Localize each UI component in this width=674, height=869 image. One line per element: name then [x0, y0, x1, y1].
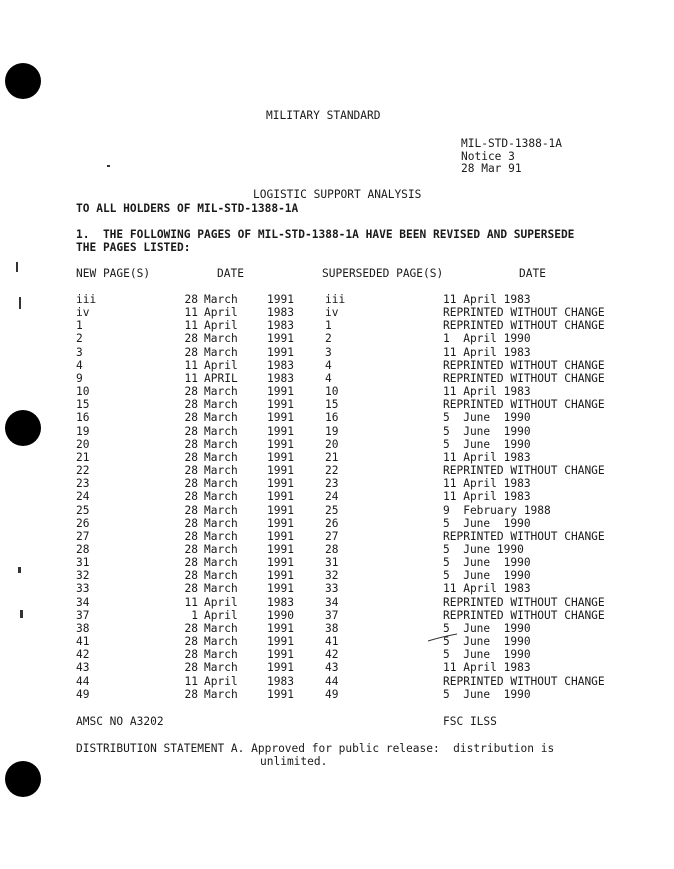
superseded-page-cell: iv: [325, 306, 339, 320]
document-subject: LOGISTIC SUPPORT ANALYSIS: [253, 188, 422, 201]
date-month-cell: March: [204, 569, 238, 583]
page-change-table: [0, 293, 674, 701]
date-month-cell: March: [204, 464, 238, 478]
date-day-cell: 11: [184, 358, 198, 372]
date-day-cell: 28: [184, 385, 198, 399]
amsc-number: AMSC NO A3202: [76, 715, 164, 728]
new-page-cell: 10: [76, 385, 90, 399]
new-page-cell: 27: [76, 529, 90, 543]
superseded-page-cell: 44: [325, 674, 339, 688]
date-year-cell: 1991: [267, 516, 294, 530]
date-year-cell: 1991: [267, 424, 294, 438]
superseded-date-cell: 5 June 1990: [443, 516, 531, 530]
document-number: MIL-STD-1388-1A: [461, 137, 563, 150]
paragraph-1-line-2: THE PAGES LISTED:: [76, 241, 191, 254]
date-year-cell: 1991: [267, 582, 294, 596]
table-row: [0, 569, 674, 582]
document-title: MILITARY STANDARD: [266, 109, 381, 122]
table-row: [0, 556, 674, 569]
superseded-date-cell: REPRINTED WITHOUT CHANGE: [443, 306, 605, 320]
date-month-cell: March: [204, 437, 238, 451]
superseded-page-cell: 2: [325, 332, 332, 346]
table-row: [0, 635, 674, 648]
date-day-cell: 28: [184, 345, 198, 359]
date-day-cell: 28: [184, 503, 198, 517]
superseded-page-cell: 33: [325, 582, 339, 596]
new-page-cell: 34: [76, 595, 90, 609]
table-row: [0, 425, 674, 438]
superseded-date-cell: 5 June 1990: [443, 411, 531, 425]
table-row: [0, 622, 674, 635]
superseded-page-cell: 16: [325, 411, 339, 425]
superseded-page-cell: 4: [325, 358, 332, 372]
new-page-cell: 22: [76, 464, 90, 478]
table-row: [0, 596, 674, 609]
date-month-cell: March: [204, 542, 238, 556]
date-day-cell: 28: [184, 621, 198, 635]
superseded-page-cell: 34: [325, 595, 339, 609]
date-year-cell: 1983: [267, 306, 294, 320]
date-day-cell: 28: [184, 648, 198, 662]
date-year-cell: 1991: [267, 529, 294, 543]
new-page-cell: 19: [76, 424, 90, 438]
date-day-cell: 28: [184, 398, 198, 412]
new-page-cell: 26: [76, 516, 90, 530]
superseded-date-cell: 1 April 1990: [443, 332, 531, 346]
table-row: [0, 582, 674, 595]
date-month-cell: March: [204, 687, 238, 701]
table-row: [0, 464, 674, 477]
superseded-date-cell: REPRINTED WITHOUT CHANGE: [443, 319, 605, 333]
date-month-cell: APRIL: [204, 371, 238, 385]
date-month-cell: March: [204, 477, 238, 491]
superseded-page-cell: 32: [325, 569, 339, 583]
date-year-cell: 1991: [267, 687, 294, 701]
date-day-cell: 28: [184, 293, 198, 306]
date-month-cell: March: [204, 345, 238, 359]
date-month-cell: March: [204, 450, 238, 464]
superseded-page-cell: 22: [325, 464, 339, 478]
superseded-page-cell: 20: [325, 437, 339, 451]
date-day-cell: 28: [184, 687, 198, 701]
superseded-date-cell: 11 April 1983: [443, 490, 531, 504]
table-row: [0, 451, 674, 464]
table-row: [0, 372, 674, 385]
date-day-cell: 11: [184, 319, 198, 333]
header-new-pages: NEW PAGE(S): [76, 267, 151, 280]
addressee-line: TO ALL HOLDERS OF MIL-STD-1388-1A: [76, 202, 299, 215]
new-page-cell: 3: [76, 345, 83, 359]
date-day-cell: 28: [184, 582, 198, 596]
date-month-cell: March: [204, 293, 238, 306]
superseded-date-cell: 11 April 1983: [443, 661, 531, 675]
superseded-date-cell: 11 April 1983: [443, 450, 531, 464]
superseded-date-cell: 5 June 1990: [443, 556, 531, 570]
header-superseded-pages: SUPERSEDED PAGE(S): [322, 267, 444, 280]
new-page-cell: 4: [76, 358, 83, 372]
table-row: [0, 332, 674, 345]
binder-hole-top: [5, 63, 41, 99]
new-page-cell: 28: [76, 542, 90, 556]
superseded-date-cell: 11 April 1983: [443, 385, 531, 399]
handwritten-mark: [427, 632, 463, 644]
date-year-cell: 1991: [267, 345, 294, 359]
superseded-date-cell: REPRINTED WITHOUT CHANGE: [443, 371, 605, 385]
superseded-date-cell: REPRINTED WITHOUT CHANGE: [443, 529, 605, 543]
superseded-page-cell: 49: [325, 687, 339, 701]
date-day-cell: 28: [184, 635, 198, 649]
date-year-cell: 1991: [267, 477, 294, 491]
superseded-date-cell: 5 June 1990: [443, 424, 531, 438]
superseded-page-cell: 1: [325, 319, 332, 333]
date-day-cell: 1: [191, 608, 198, 622]
superseded-page-cell: 42: [325, 648, 339, 662]
superseded-date-cell: REPRINTED WITHOUT CHANGE: [443, 358, 605, 372]
date-year-cell: 1991: [267, 635, 294, 649]
new-page-cell: 32: [76, 569, 90, 583]
superseded-date-cell: 5 June 1990: [443, 648, 531, 662]
superseded-page-cell: 3: [325, 345, 332, 359]
superseded-page-cell: 43: [325, 661, 339, 675]
new-page-cell: 16: [76, 411, 90, 425]
date-month-cell: March: [204, 411, 238, 425]
date-month-cell: March: [204, 661, 238, 675]
date-month-cell: March: [204, 490, 238, 504]
date-day-cell: 28: [184, 661, 198, 675]
new-page-cell: 38: [76, 621, 90, 635]
date-year-cell: 1991: [267, 450, 294, 464]
date-month-cell: March: [204, 332, 238, 346]
date-day-cell: 11: [184, 674, 198, 688]
table-row: [0, 438, 674, 451]
date-day-cell: 28: [184, 477, 198, 491]
date-month-cell: April: [204, 358, 238, 372]
superseded-date-cell: REPRINTED WITHOUT CHANGE: [443, 595, 605, 609]
date-year-cell: 1991: [267, 490, 294, 504]
distribution-statement-line-2: unlimited.: [260, 755, 328, 768]
table-row: [0, 306, 674, 319]
table-row: [0, 411, 674, 424]
date-month-cell: March: [204, 424, 238, 438]
date-year-cell: 1991: [267, 437, 294, 451]
date-year-cell: 1983: [267, 358, 294, 372]
superseded-date-cell: REPRINTED WITHOUT CHANGE: [443, 608, 605, 622]
date-month-cell: March: [204, 582, 238, 596]
new-page-cell: 24: [76, 490, 90, 504]
superseded-page-cell: 26: [325, 516, 339, 530]
date-year-cell: 1983: [267, 674, 294, 688]
superseded-page-cell: 27: [325, 529, 339, 543]
date-month-cell: March: [204, 529, 238, 543]
date-day-cell: 28: [184, 569, 198, 583]
table-row: [0, 359, 674, 372]
date-year-cell: 1991: [267, 648, 294, 662]
superseded-page-cell: 37: [325, 608, 339, 622]
distribution-statement-line-1: DISTRIBUTION STATEMENT A. Approved for public release: distribution is: [76, 742, 555, 755]
new-page-cell: 21: [76, 450, 90, 464]
date-year-cell: 1991: [267, 556, 294, 570]
superseded-date-cell: 5 June 1990: [443, 621, 531, 635]
date-month-cell: April: [204, 595, 238, 609]
new-page-cell: 9: [76, 371, 83, 385]
new-page-cell: 41: [76, 635, 90, 649]
table-row: [0, 319, 674, 332]
superseded-date-cell: 5 June 1990: [443, 635, 531, 649]
scan-speck: [107, 165, 110, 167]
table-row: [0, 490, 674, 503]
paragraph-1-line-1: 1. THE FOLLOWING PAGES OF MIL-STD-1388-1A HAVE BEEN REVISED AND SUPERSEDE: [76, 228, 575, 241]
superseded-page-cell: 31: [325, 556, 339, 570]
date-year-cell: 1991: [267, 569, 294, 583]
superseded-date-cell: 11 April 1983: [443, 345, 531, 359]
date-day-cell: 28: [184, 424, 198, 438]
superseded-page-cell: 10: [325, 385, 339, 399]
date-year-cell: 1991: [267, 293, 294, 306]
date-year-cell: 1991: [267, 332, 294, 346]
superseded-date-cell: 5 June 1990: [443, 687, 531, 701]
table-row: [0, 648, 674, 661]
date-day-cell: 28: [184, 516, 198, 530]
new-page-cell: 33: [76, 582, 90, 596]
table-row: [0, 530, 674, 543]
table-row: [0, 609, 674, 622]
superseded-date-cell: REPRINTED WITHOUT CHANGE: [443, 674, 605, 688]
new-page-cell: 49: [76, 687, 90, 701]
table-row: [0, 661, 674, 674]
superseded-date-cell: REPRINTED WITHOUT CHANGE: [443, 398, 605, 412]
date-month-cell: March: [204, 621, 238, 635]
fsc-code: FSC ILSS: [443, 715, 497, 728]
date-month-cell: April: [204, 319, 238, 333]
date-month-cell: April: [204, 674, 238, 688]
table-row: [0, 477, 674, 490]
new-page-cell: 25: [76, 503, 90, 517]
new-page-cell: 44: [76, 674, 90, 688]
superseded-page-cell: 21: [325, 450, 339, 464]
new-page-cell: 1: [76, 319, 83, 333]
date-day-cell: 11: [184, 371, 198, 385]
superseded-page-cell: 19: [325, 424, 339, 438]
date-month-cell: March: [204, 398, 238, 412]
date-day-cell: 28: [184, 490, 198, 504]
date-year-cell: 1990: [267, 608, 294, 622]
date-year-cell: 1991: [267, 621, 294, 635]
superseded-page-cell: 15: [325, 398, 339, 412]
date-year-cell: 1983: [267, 319, 294, 333]
superseded-date-cell: 11 April 1983: [443, 477, 531, 491]
superseded-page-cell: 23: [325, 477, 339, 491]
date-day-cell: 11: [184, 306, 198, 320]
new-page-cell: 37: [76, 608, 90, 622]
superseded-page-cell: 4: [325, 371, 332, 385]
superseded-date-cell: 11 April 1983: [443, 582, 531, 596]
date-month-cell: April: [204, 306, 238, 320]
superseded-date-cell: REPRINTED WITHOUT CHANGE: [443, 464, 605, 478]
date-day-cell: 11: [184, 595, 198, 609]
superseded-page-cell: 41: [325, 635, 339, 649]
table-row: [0, 346, 674, 359]
date-year-cell: 1983: [267, 595, 294, 609]
superseded-date-cell: 11 April 1983: [443, 293, 531, 306]
new-page-cell: 31: [76, 556, 90, 570]
table-row: [0, 504, 674, 517]
table-row: [0, 688, 674, 701]
date-day-cell: 28: [184, 464, 198, 478]
date-year-cell: 1991: [267, 411, 294, 425]
date-month-cell: March: [204, 385, 238, 399]
superseded-page-cell: 28: [325, 542, 339, 556]
superseded-page-cell: iii: [325, 293, 346, 306]
table-row: [0, 293, 674, 306]
notice-number: Notice 3: [461, 150, 515, 163]
date-month-cell: March: [204, 503, 238, 517]
table-row: [0, 385, 674, 398]
new-page-cell: 15: [76, 398, 90, 412]
date-month-cell: March: [204, 648, 238, 662]
superseded-page-cell: 24: [325, 490, 339, 504]
header-date: DATE: [217, 267, 244, 280]
scan-speck: [16, 262, 18, 272]
new-page-cell: 20: [76, 437, 90, 451]
date-month-cell: March: [204, 635, 238, 649]
date-year-cell: 1991: [267, 385, 294, 399]
header-superseded-date: DATE: [519, 267, 546, 280]
date-year-cell: 1991: [267, 398, 294, 412]
new-page-cell: 2: [76, 332, 83, 346]
superseded-date-cell: 5 June 1990: [443, 437, 531, 451]
notice-date: 28 Mar 91: [461, 162, 522, 175]
date-year-cell: 1991: [267, 464, 294, 478]
date-month-cell: April: [204, 608, 238, 622]
date-year-cell: 1991: [267, 503, 294, 517]
new-page-cell: iii: [76, 293, 97, 306]
date-day-cell: 28: [184, 450, 198, 464]
date-day-cell: 28: [184, 556, 198, 570]
date-day-cell: 28: [184, 332, 198, 346]
new-page-cell: 42: [76, 648, 90, 662]
date-year-cell: 1983: [267, 371, 294, 385]
date-year-cell: 1991: [267, 542, 294, 556]
date-day-cell: 28: [184, 411, 198, 425]
date-month-cell: March: [204, 556, 238, 570]
date-day-cell: 28: [184, 542, 198, 556]
table-row: [0, 517, 674, 530]
superseded-date-cell: 5 June 1990: [443, 569, 531, 583]
table-row: [0, 398, 674, 411]
table-row: [0, 543, 674, 556]
superseded-date-cell: 9 February 1988: [443, 503, 551, 517]
superseded-page-cell: 38: [325, 621, 339, 635]
superseded-date-cell: 5 June 1990: [443, 542, 524, 556]
new-page-cell: 43: [76, 661, 90, 675]
superseded-page-cell: 25: [325, 503, 339, 517]
date-day-cell: 28: [184, 529, 198, 543]
binder-hole-bottom: [5, 761, 41, 797]
new-page-cell: iv: [76, 306, 90, 320]
table-row: [0, 675, 674, 688]
date-day-cell: 28: [184, 437, 198, 451]
date-year-cell: 1991: [267, 661, 294, 675]
new-page-cell: 23: [76, 477, 90, 491]
date-month-cell: March: [204, 516, 238, 530]
